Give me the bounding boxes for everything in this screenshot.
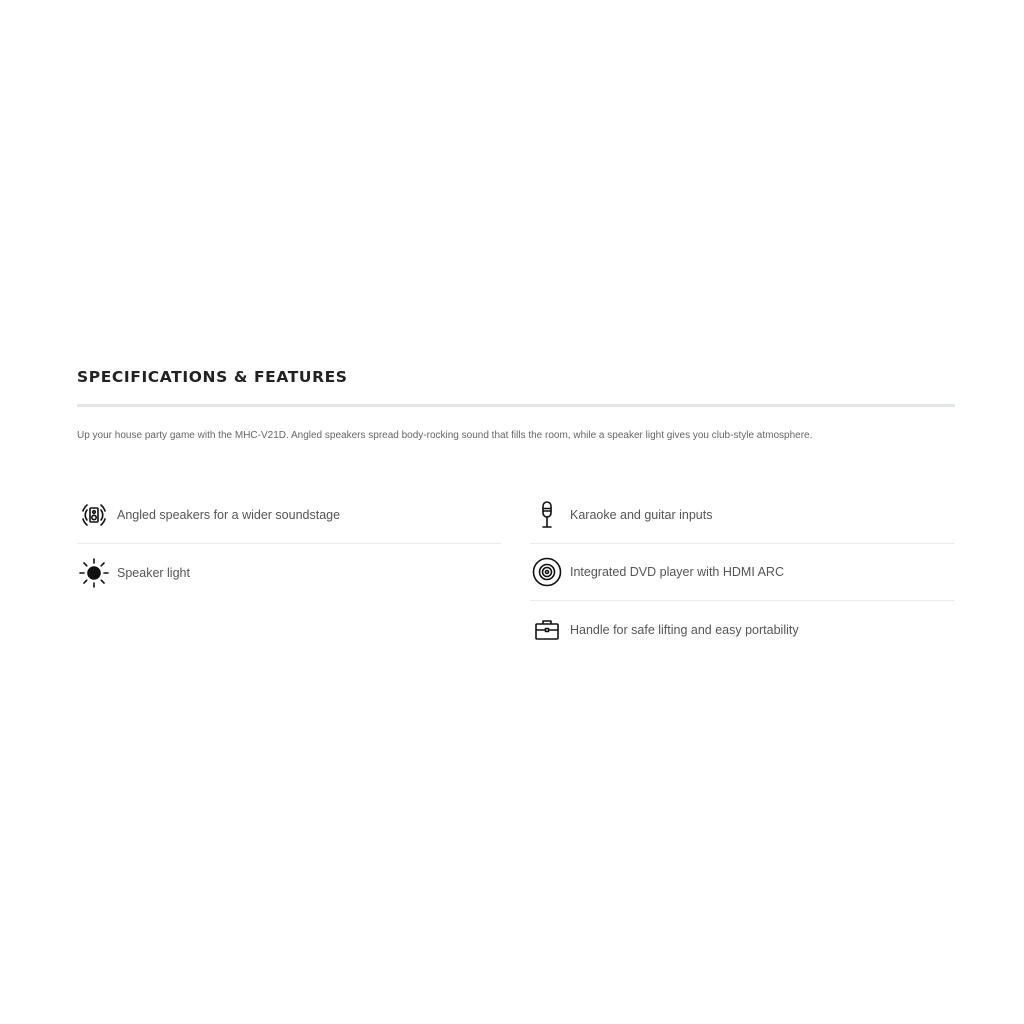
feature-label: Angled speakers for a wider soundstage <box>117 508 341 522</box>
feature-item <box>77 487 501 544</box>
feature-item <box>530 544 954 601</box>
feature-label: Karaoke and guitar inputs <box>570 508 713 522</box>
feature-item <box>530 487 954 544</box>
handle-case-icon <box>530 613 564 647</box>
speaker-light-icon <box>77 556 111 590</box>
feature-label: Handle for safe lifting and easy portability <box>570 622 799 637</box>
section-intro: Up your house party game with the MHC-V21D. Angled speakers spread body-rocking sound that fills the room, while a speaker light gives you club-style atmosphere. <box>77 430 813 441</box>
microphone-icon <box>530 498 564 532</box>
title-divider <box>77 404 955 407</box>
feature-item <box>77 544 501 601</box>
feature-item <box>530 601 954 658</box>
angled-speaker-icon <box>77 498 111 532</box>
features-column-left <box>77 487 501 601</box>
section-title: SPECIFICATIONS & FEATURES <box>77 368 348 386</box>
feature-label: Speaker light <box>117 565 190 580</box>
disc-icon <box>530 555 564 589</box>
feature-label: Integrated DVD player with HDMI ARC <box>570 565 784 579</box>
specifications-section <box>77 366 955 637</box>
features-column-right <box>530 487 954 658</box>
